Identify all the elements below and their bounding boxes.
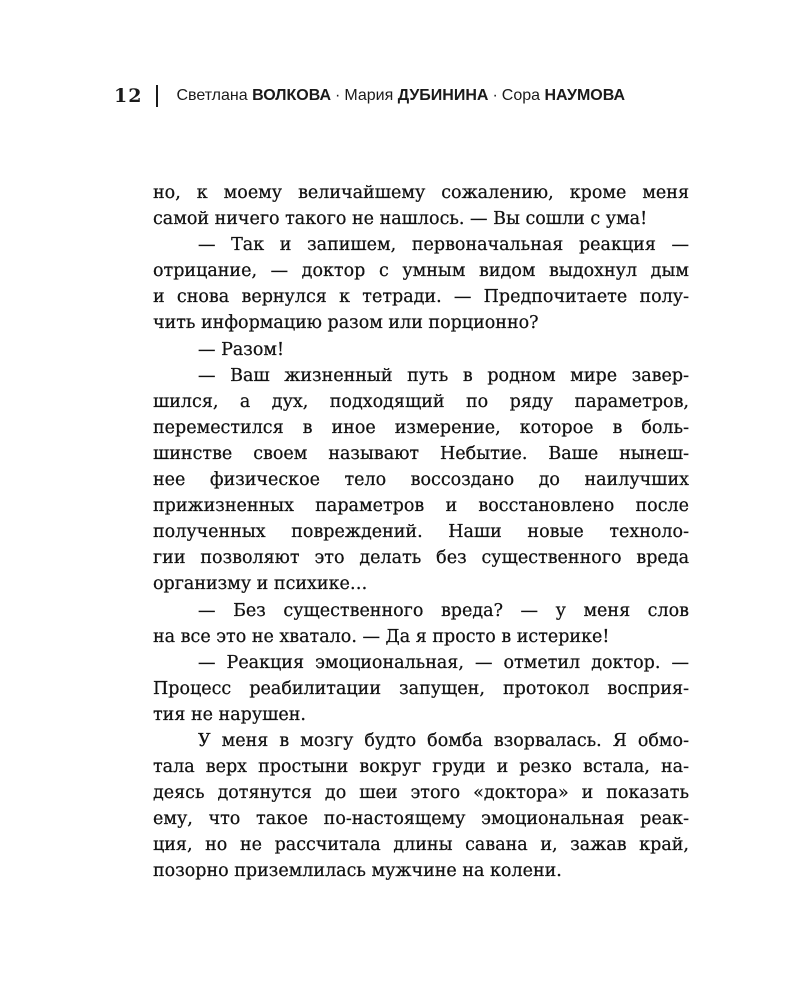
text-line: — Ваш жизненный путь в родном мире завер-	[198, 365, 689, 386]
text-line: шился, а дух, подходящий по ряду параметров,	[153, 391, 689, 412]
text-line: прижизненных параметров и восстановлено после	[153, 496, 689, 517]
text-line: У меня в мозгу будто бомба взорвалась. Я обмо-	[198, 730, 689, 751]
header-divider	[156, 85, 158, 107]
author-separator: ·	[492, 87, 498, 104]
text-line: Процесс реабилитации запущен, протокол восприя-	[153, 678, 689, 699]
text-line: нее физическое тело воссоздано до наилучших	[153, 470, 689, 491]
text-line: тия не нарушен.	[153, 704, 306, 725]
author-first-name: Светлана	[176, 87, 248, 104]
author-last-name: ВОЛКОВА	[252, 87, 332, 104]
author-3	[502, 87, 625, 105]
text-line: — Реакция эмоциональная, — отметил доктор. —	[198, 652, 689, 673]
text-line: на все это не хватало. — Да я просто в истерике!	[153, 626, 610, 647]
author-last-name: ДУБИНИНА	[397, 87, 489, 104]
text-line: — Разом!	[198, 339, 284, 360]
text-line: но, к моему величайшему сожалению, кроме меня	[153, 183, 689, 203]
text-line: ему, что такое по-настоящему эмоциональная реак-	[153, 809, 689, 830]
text-line: шинстве своем называют Небытие. Ваше нынеш-	[153, 443, 689, 464]
running-header	[114, 84, 625, 108]
text-line: ция, но не рассчитала длины савана и, зажав край,	[153, 835, 689, 856]
text-line: полученных повреждений. Наши новые техноло-	[153, 522, 689, 543]
text-line: отрицание, — доктор с умным видом выдохнул дым	[153, 261, 689, 282]
text-line: гии позволяют это делать без существенного вреда	[153, 548, 689, 569]
author-2	[344, 87, 488, 105]
page-body-text	[153, 180, 689, 885]
text-line: — Без существенного вреда? — у меня слов	[198, 600, 689, 621]
text-line: тала верх простыни вокруг груди и резко встала, на-	[153, 757, 689, 778]
author-separator: ·	[335, 87, 341, 104]
text-line: самой ничего такого не нашлось. — Вы сошли с ума!	[153, 209, 648, 230]
author-first-name: Мария	[344, 87, 394, 104]
text-line: переместился в иное измерение, которое в боль-	[153, 417, 689, 438]
text-line: деясь дотянутся до шеи этого «доктора» и показать	[153, 783, 689, 804]
text-line: — Так и запишем, первоначальная реакция —	[198, 235, 689, 256]
page-number: 12	[114, 85, 143, 107]
author-last-name: НАУМОВА	[544, 87, 626, 104]
text-line: позорно приземлилась мужчине на колени.	[153, 861, 562, 882]
text-line: и снова вернулся к тетради. — Предпочитаете полу-	[153, 287, 689, 308]
author-first-name: Сора	[501, 87, 541, 104]
author-1	[176, 87, 331, 105]
text-line: чить информацию разом или порционно?	[153, 313, 539, 334]
text-line: организму и психике…	[153, 574, 368, 595]
